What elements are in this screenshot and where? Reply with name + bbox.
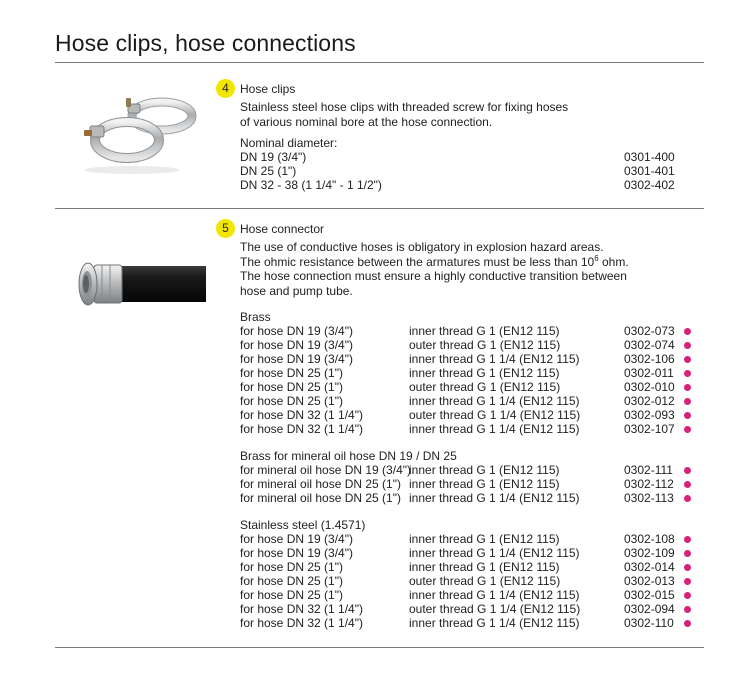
clip-size: DN 19 (3/4") bbox=[240, 150, 307, 164]
description-line: The ohmic resistance between the armatures must be less than $10^6$ ohm. bbox=[240, 253, 629, 269]
section-number-badge: 4 bbox=[216, 79, 235, 98]
article-number: 0302-113 bbox=[624, 491, 674, 505]
thread-type: inner thread G 1 1/4 (EN12 115) bbox=[409, 588, 580, 602]
hose-size: for hose DN 25 (1") bbox=[240, 560, 343, 574]
description-line: The hose connection must ensure a highly conductive transition between bbox=[240, 269, 627, 283]
bottom-divider bbox=[55, 647, 704, 648]
article-number: 0301-400 bbox=[624, 150, 675, 164]
article-number: 0302-111 bbox=[624, 463, 673, 477]
availability-dot-icon bbox=[684, 426, 691, 433]
section-number-badge: 5 bbox=[216, 219, 235, 238]
thread-type: inner thread G 1 1/4 (EN12 115) bbox=[409, 422, 580, 436]
section-title: Hose connector bbox=[240, 222, 325, 236]
availability-dot-icon bbox=[684, 578, 691, 585]
thread-type: inner thread G 1 1/4 (EN12 115) bbox=[409, 546, 580, 560]
description-line: of various nominal bore at the hose connection. bbox=[240, 114, 493, 129]
availability-dot-icon bbox=[684, 606, 691, 613]
availability-dot-icon bbox=[684, 467, 691, 474]
availability-dot-icon bbox=[684, 550, 691, 557]
hose-clips-photo bbox=[72, 88, 202, 178]
hose-size: for hose DN 32 (1 1/4") bbox=[240, 602, 363, 616]
thread-type: inner thread G 1 1/4 (EN12 115) bbox=[409, 394, 580, 408]
page-title: Hose clips, hose connections bbox=[55, 30, 356, 56]
hose-size: for hose DN 19 (3/4") bbox=[240, 324, 353, 338]
hose-size: for hose DN 32 (1 1/4") bbox=[240, 422, 363, 436]
thread-type: outer thread G 1 1/4 (EN12 115) bbox=[409, 408, 581, 422]
availability-dot-icon bbox=[684, 564, 691, 571]
thread-type: inner thread G 1 (EN12 115) bbox=[409, 463, 560, 477]
group-title: Brass for mineral oil hose DN 19 / DN 25 bbox=[240, 449, 457, 463]
thread-type: inner thread G 1 (EN12 115) bbox=[409, 560, 560, 574]
thread-type: inner thread G 1 1/4 (EN12 115) bbox=[409, 616, 580, 630]
availability-dot-icon bbox=[684, 356, 691, 363]
hose-size: for hose DN 25 (1") bbox=[240, 574, 343, 588]
article-number: 0302-014 bbox=[624, 560, 675, 574]
hose-size: for hose DN 25 (1") bbox=[240, 588, 343, 602]
thread-type: outer thread G 1 1/4 (EN12 115) bbox=[409, 602, 581, 616]
section-divider bbox=[55, 208, 704, 209]
hose-size: for mineral oil hose DN 19 (3/4") bbox=[240, 463, 411, 477]
title-divider bbox=[55, 62, 704, 63]
section-description bbox=[240, 100, 568, 129]
availability-dot-icon bbox=[684, 398, 691, 405]
nominal-diameter-label: Nominal diameter: bbox=[240, 136, 338, 150]
description-line: Stainless steel hose clips with threaded screw for fixing hoses bbox=[240, 100, 569, 114]
availability-dot-icon bbox=[684, 592, 691, 599]
hose-size: for hose DN 19 (3/4") bbox=[240, 532, 353, 546]
article-number: 0302-107 bbox=[624, 422, 675, 436]
clip-size: DN 32 - 38 (1 1/4" - 1 1/2") bbox=[240, 178, 382, 192]
thread-type: outer thread G 1 (EN12 115) bbox=[409, 380, 561, 394]
hose-size: for hose DN 32 (1 1/4") bbox=[240, 408, 363, 422]
article-number: 0302-010 bbox=[624, 380, 675, 394]
hose-size: for hose DN 32 (1 1/4") bbox=[240, 616, 363, 630]
availability-dot-icon bbox=[684, 481, 691, 488]
article-number: 0302-106 bbox=[624, 352, 675, 366]
hose-size: for hose DN 25 (1") bbox=[240, 366, 343, 380]
hose-size: for mineral oil hose DN 25 (1") bbox=[240, 491, 401, 505]
group-title: Stainless steel (1.4571) bbox=[240, 518, 366, 532]
hose-size: for hose DN 25 (1") bbox=[240, 380, 343, 394]
article-number: 0301-401 bbox=[624, 164, 675, 178]
thread-type: inner thread G 1 (EN12 115) bbox=[409, 477, 560, 491]
article-number: 0302-093 bbox=[624, 408, 675, 422]
thread-type: inner thread G 1 (EN12 115) bbox=[409, 532, 560, 546]
article-number: 0302-402 bbox=[624, 178, 675, 192]
thread-type: inner thread G 1 (EN12 115) bbox=[409, 324, 560, 338]
hose-connector-photo bbox=[74, 252, 206, 322]
article-number: 0302-108 bbox=[624, 532, 675, 546]
article-number: 0302-109 bbox=[624, 546, 675, 560]
thread-type: inner thread G 1 1/4 (EN12 115) bbox=[409, 352, 580, 366]
article-number: 0302-110 bbox=[624, 616, 674, 630]
article-number: 0302-012 bbox=[624, 394, 675, 408]
availability-dot-icon bbox=[684, 384, 691, 391]
article-number: 0302-074 bbox=[624, 338, 675, 352]
thread-type: outer thread G 1 (EN12 115) bbox=[409, 338, 561, 352]
availability-dot-icon bbox=[684, 536, 691, 543]
section-description bbox=[240, 240, 629, 298]
hose-size: for hose DN 19 (3/4") bbox=[240, 338, 353, 352]
hose-size: for mineral oil hose DN 25 (1") bbox=[240, 477, 401, 491]
hose-size: for hose DN 19 (3/4") bbox=[240, 546, 353, 560]
hose-size: for hose DN 25 (1") bbox=[240, 394, 343, 408]
availability-dot-icon bbox=[684, 328, 691, 335]
article-number: 0302-112 bbox=[624, 477, 674, 491]
article-number: 0302-094 bbox=[624, 602, 675, 616]
thread-type: outer thread G 1 (EN12 115) bbox=[409, 574, 561, 588]
description-line: hose and pump tube. bbox=[240, 283, 353, 298]
thread-type: inner thread G 1 (EN12 115) bbox=[409, 366, 560, 380]
description-line: The use of conductive hoses is obligatory in explosion hazard areas. bbox=[240, 240, 604, 254]
availability-dot-icon bbox=[684, 620, 691, 627]
article-number: 0302-013 bbox=[624, 574, 675, 588]
clip-size: DN 25 (1") bbox=[240, 164, 297, 178]
article-number: 0302-011 bbox=[624, 366, 674, 380]
availability-dot-icon bbox=[684, 370, 691, 377]
article-number: 0302-015 bbox=[624, 588, 675, 602]
thread-type: inner thread G 1 1/4 (EN12 115) bbox=[409, 491, 580, 505]
availability-dot-icon bbox=[684, 342, 691, 349]
group-title: Brass bbox=[240, 310, 271, 324]
section-title: Hose clips bbox=[240, 82, 296, 96]
article-number: 0302-073 bbox=[624, 324, 675, 338]
availability-dot-icon bbox=[684, 495, 691, 502]
availability-dot-icon bbox=[684, 412, 691, 419]
hose-size: for hose DN 19 (3/4") bbox=[240, 352, 353, 366]
